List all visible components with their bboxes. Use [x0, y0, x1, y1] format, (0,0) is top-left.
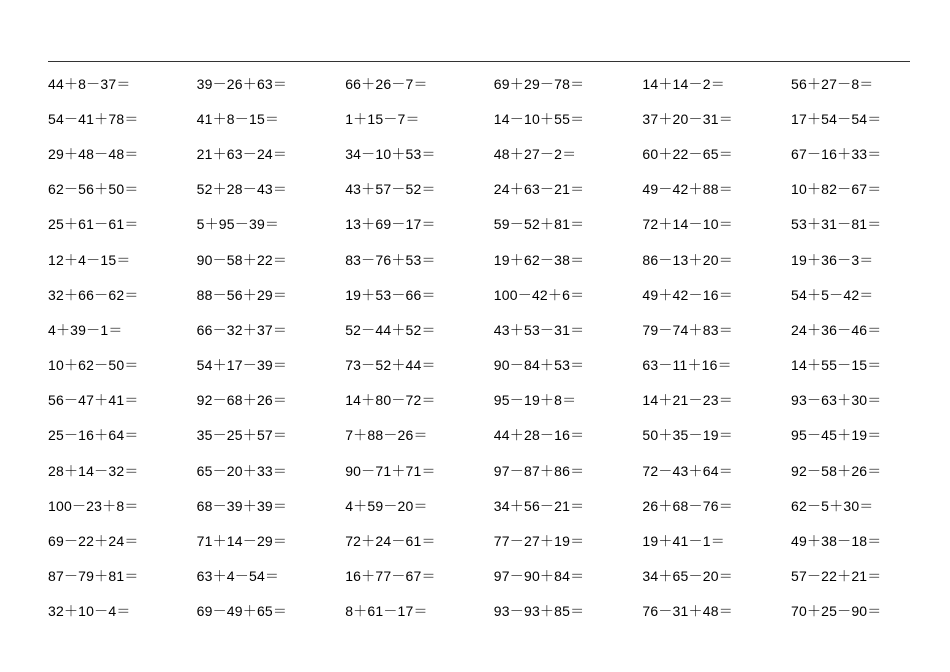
math-problem: 62－56＋50＝	[48, 181, 139, 198]
math-problem: 93－63＋30＝	[790, 392, 882, 409]
problem-row	[48, 348, 928, 383]
math-problem: 88－56＋29＝	[196, 286, 288, 303]
math-problem: 92－58＋26＝	[790, 462, 882, 479]
math-problem: 4＋59－20＝	[345, 497, 428, 514]
math-problem: 10＋62－50＝	[48, 357, 139, 374]
math-problem: 37＋20－31＝	[642, 110, 733, 127]
math-problem: 49＋42－16＝	[642, 286, 733, 303]
math-problem: 97－87＋86＝	[493, 462, 585, 479]
math-problem: 14－10＋55＝	[493, 110, 585, 127]
math-problem: 28＋14－32＝	[48, 462, 139, 479]
math-problem: 8＋61－17＝	[345, 603, 428, 620]
math-problem: 34＋65－20＝	[642, 568, 733, 585]
math-problem: 93－93＋85＝	[493, 603, 585, 620]
problem-row	[48, 242, 928, 277]
header-divider	[48, 61, 910, 62]
math-problem: 52＋28－43＝	[196, 181, 288, 198]
math-problem: 90－71＋71＝	[345, 462, 436, 479]
math-problem: 72－43＋64＝	[642, 462, 733, 479]
math-problem: 34－10＋53＝	[345, 145, 436, 162]
math-problem: 19＋62－38＝	[493, 251, 585, 268]
math-problem: 60＋22－65＝	[642, 145, 733, 162]
problem-row	[48, 172, 928, 207]
math-problem: 16＋77－67＝	[345, 568, 436, 585]
math-problem: 79－74＋83＝	[642, 321, 733, 338]
math-problem: 44＋8－37＝	[48, 75, 131, 92]
math-problem: 66－32＋37＝	[196, 321, 288, 338]
problem-row	[48, 277, 928, 312]
math-problem: 43＋53－31＝	[493, 321, 585, 338]
math-problem: 66＋26－7＝	[345, 75, 428, 92]
math-problem: 14＋14－2＝	[642, 75, 725, 92]
math-problem: 83－76＋53＝	[345, 251, 436, 268]
math-problem: 14＋80－72＝	[345, 392, 436, 409]
math-problem: 62－5＋30＝	[790, 497, 874, 514]
math-problem: 92－68＋26＝	[196, 392, 288, 409]
problem-row	[48, 453, 928, 488]
math-problem: 1＋15－7＝	[345, 110, 420, 127]
math-problem: 97－90＋84＝	[493, 568, 585, 585]
math-problem: 5＋95－39＝	[196, 216, 280, 233]
math-problem: 53＋31－81＝	[790, 216, 882, 233]
math-problem: 24＋63－21＝	[493, 181, 585, 198]
math-problem: 100－23＋8＝	[48, 497, 139, 514]
math-problem: 25－16＋64＝	[48, 427, 139, 444]
math-problem: 44＋28－16＝	[493, 427, 585, 444]
math-problem: 10＋82－67＝	[790, 181, 882, 198]
problem-row	[48, 312, 928, 347]
math-problem: 14＋21－23＝	[642, 392, 733, 409]
math-problem: 56－47＋41＝	[48, 392, 139, 409]
math-problem: 26＋68－76＝	[642, 497, 733, 514]
math-problem: 69－49＋65＝	[196, 603, 288, 620]
math-problem: 69－22＋24＝	[48, 533, 139, 550]
math-problem: 21＋63－24＝	[196, 145, 288, 162]
problem-row	[48, 559, 928, 594]
math-problem: 70＋25－90＝	[790, 603, 882, 620]
math-problem: 76－31＋48＝	[642, 603, 733, 620]
problem-row	[48, 66, 928, 101]
math-problem: 19＋53－66＝	[345, 286, 436, 303]
math-problem: 100－42＋6＝	[493, 286, 585, 303]
math-problem: 71＋14－29＝	[196, 533, 288, 550]
math-problem: 72＋24－61＝	[345, 533, 436, 550]
arithmetic-worksheet	[48, 66, 928, 629]
math-problem: 54－41＋78＝	[48, 110, 139, 127]
math-problem: 19＋41－1＝	[642, 533, 725, 550]
math-problem: 50＋35－19＝	[642, 427, 733, 444]
math-problem: 63－11＋16＝	[642, 357, 732, 374]
math-problem: 67－16＋33＝	[790, 145, 882, 162]
math-problem: 72＋14－10＝	[642, 216, 733, 233]
math-problem: 39－26＋63＝	[196, 75, 288, 92]
math-problem: 59－52＋81＝	[493, 216, 585, 233]
math-problem: 77－27＋19＝	[493, 533, 585, 550]
math-problem: 56＋27－8＝	[790, 75, 874, 92]
math-problem: 68－39＋39＝	[196, 497, 288, 514]
math-problem: 49＋38－18＝	[790, 533, 882, 550]
math-problem: 48＋27－2＝	[493, 145, 577, 162]
math-problem: 73－52＋44＝	[345, 357, 436, 374]
math-problem: 25＋61－61＝	[48, 216, 139, 233]
problem-row	[48, 523, 928, 558]
math-problem: 49－42＋88＝	[642, 181, 733, 198]
problem-row	[48, 488, 928, 523]
math-problem: 69＋29－78＝	[493, 75, 585, 92]
math-problem: 41＋8－15＝	[196, 110, 280, 127]
math-problem: 54＋17－39＝	[196, 357, 288, 374]
math-problem: 95－45＋19＝	[790, 427, 882, 444]
problem-row	[48, 207, 928, 242]
problem-row	[48, 136, 928, 171]
math-problem: 87－79＋81＝	[48, 568, 139, 585]
math-problem: 34＋56－21＝	[493, 497, 585, 514]
math-problem: 63＋4－54＝	[196, 568, 280, 585]
math-problem: 4＋39－1＝	[48, 321, 123, 338]
math-problem: 57－22＋21＝	[790, 568, 882, 585]
math-problem: 54＋5－42＝	[790, 286, 874, 303]
problem-row	[48, 594, 928, 629]
math-problem: 95－19＋8＝	[493, 392, 577, 409]
math-problem: 90－84＋53＝	[493, 357, 585, 374]
math-problem: 52－44＋52＝	[345, 321, 436, 338]
math-problem: 17＋54－54＝	[790, 110, 882, 127]
math-problem: 90－58＋22＝	[196, 251, 288, 268]
math-problem: 7＋88－26＝	[345, 427, 428, 444]
math-problem: 35－25＋57＝	[196, 427, 288, 444]
math-problem: 24＋36－46＝	[790, 321, 882, 338]
math-problem: 32＋66－62＝	[48, 286, 139, 303]
math-problem: 29＋48－48＝	[48, 145, 139, 162]
math-problem: 43＋57－52＝	[345, 181, 436, 198]
problem-row	[48, 383, 928, 418]
math-problem: 32＋10－4＝	[48, 603, 131, 620]
math-problem: 19＋36－3＝	[790, 251, 874, 268]
math-problem: 12＋4－15＝	[48, 251, 131, 268]
problem-row	[48, 101, 928, 136]
math-problem: 14＋55－15＝	[790, 357, 882, 374]
math-problem: 86－13＋20＝	[642, 251, 733, 268]
math-problem: 65－20＋33＝	[196, 462, 288, 479]
problem-row	[48, 418, 928, 453]
math-problem: 13＋69－17＝	[345, 216, 436, 233]
